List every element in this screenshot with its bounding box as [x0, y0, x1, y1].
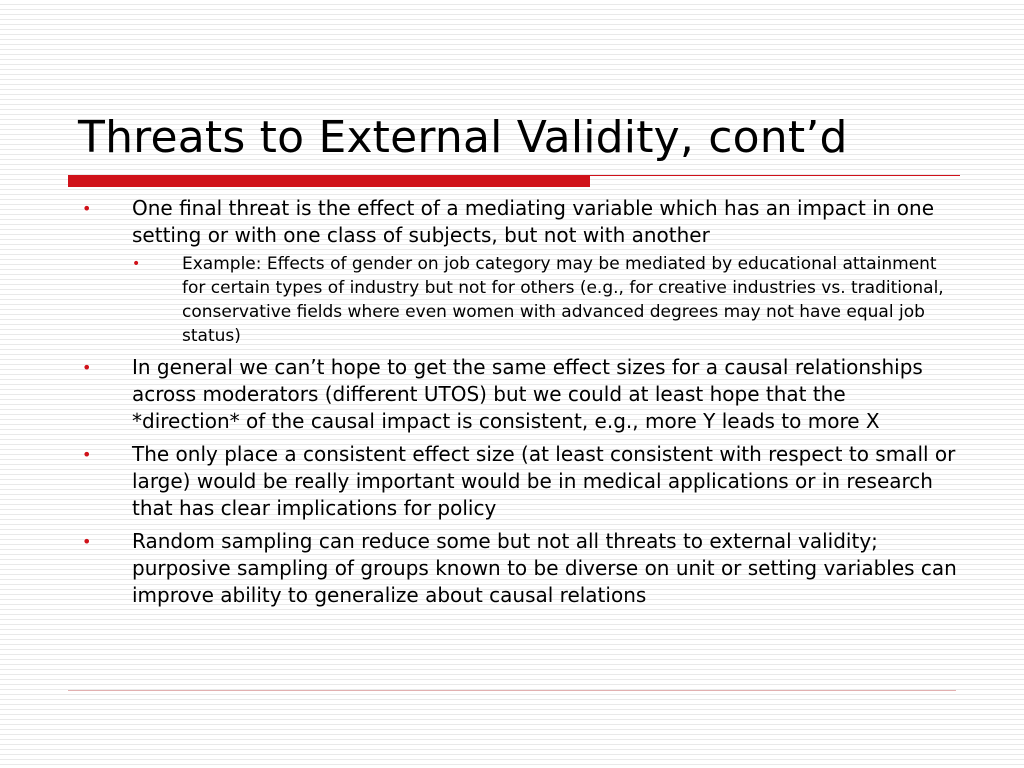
sub-bullet-item [78, 252, 958, 348]
bullet-text: One final threat is the effect of a mediating variable which has an impact in one setting or with one class of subjects, but not with another [132, 196, 935, 247]
bullet-item [78, 528, 958, 609]
bullet-icon: • [82, 445, 92, 464]
slide-title: Threats to External Validity, cont’d [78, 112, 848, 163]
bullet-item [78, 354, 958, 435]
bullet-list [78, 195, 958, 615]
sub-bullet-text: Example: Effects of gender on job category may be mediated by educational attainment for certain types of industry but not for others (e.g., for creative industries vs. traditional, conservative fields where even women with advanced degrees may not have equal job status) [182, 254, 944, 346]
bullet-icon: • [82, 358, 92, 377]
bullet-icon: • [132, 256, 141, 272]
title-underline-thin [590, 175, 960, 176]
bullet-text: Random sampling can reduce some but not all threats to external validity; purposive sampling of groups known to be diverse on unit or setting variables can improve ability to generalize about causal relations [132, 529, 957, 607]
bullet-text: In general we can’t hope to get the same effect sizes for a causal relationships across moderators (different UTOS) but we could at least hope that the *direction* of the causal impact is consistent, e.g., more Y leads to more X [132, 355, 923, 433]
footer-divider [68, 690, 956, 691]
title-underline-thick [68, 175, 590, 187]
bullet-icon: • [82, 199, 92, 218]
bullet-item [78, 441, 958, 522]
bullet-icon: • [82, 532, 92, 551]
bullet-text: The only place a consistent effect size (at least consistent with respect to small or large) would be really important would be in medical applications or in research that has clear implications for policy [132, 442, 956, 520]
bullet-item [78, 195, 958, 249]
